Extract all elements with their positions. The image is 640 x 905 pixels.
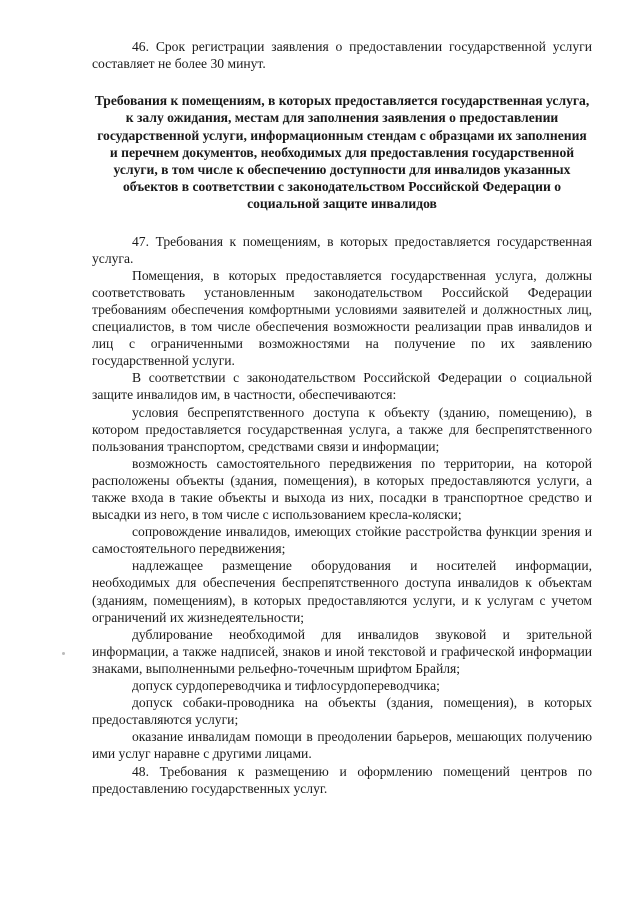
paragraph-46: 46. Срок регистрации заявления о предоставлении государственной услуги составляет не более 30 минут. xyxy=(92,39,592,72)
list-item: надлежащее размещение оборудования и носителей информации, необходимых для обеспечения беспрепятственного доступа инвалидов к объектам (зданиям, помещениям), в которых предоставляются услуги, и к услугам с учетом ограничений их жизнедеятельности; xyxy=(92,558,592,625)
section-heading: Требования к помещениям, в которых предоставляется государственная услуга, к залу ожидания, местам для заполнения заявления о предоставлении государственной услуги, информационным стендам с образцами их заполнения и перечнем документов, необходимых для предоставления государственной услуги, в том числе к обеспечению доступности для инвалидов указанных объектов в соответствии с законодательством Российской Федерации о социальной защите инвалидов xyxy=(94,93,590,212)
paragraph-47-law: В соответствии с законодательством Российской Федерации о социальной защите инвалидов им, в частности, обеспечиваются: xyxy=(92,370,592,403)
list-item: сопровождение инвалидов, имеющих стойкие расстройства функции зрения и самостоятельного передвижения; xyxy=(92,524,592,557)
paragraph-47-body: Помещения, в которых предоставляется государственная услуга, должны соответствовать установленным законодательством Российской Федерации требованиям обеспечения комфортными условиями заявителей и должностных лиц, специалистов, в том числе обеспечения возможности реализации прав инвалидов и лиц с ограниченными возможностями на получение по их заявлению государственной услуги. xyxy=(92,267,592,369)
list-item: условия беспрепятственного доступа к объекту (зданию, помещению), в котором предоставляется государственная услуга, а также для беспрепятственного пользования транспортом, средствами связи и информации; xyxy=(92,404,592,454)
paragraph-48: 48. Требования к размещению и оформлению помещений центров по предоставлению государственных услуг. xyxy=(92,763,592,796)
list-item: допуск сурдопереводчика и тифлосурдопереводчика; xyxy=(132,678,440,694)
list-item: дублирование необходимой для инвалидов звуковой и зрительной информации, а также надписей, знаков и иной текстовой и графической информации знаками, выполненными рельефно-точечным шрифтом Брайля; xyxy=(92,626,592,676)
paragraph-47: 47. Требования к помещениям, в которых предоставляется государственная услуга. xyxy=(92,233,592,266)
list-item: допуск собаки-проводника на объекты (здания, помещения), в которых предоставляются услуги; xyxy=(92,695,592,728)
list-item: возможность самостоятельного передвижения по территории, на которой расположены объекты (здания, помещения), в которых предоставляются услуги, а также входа в такие объекты и выхода из них, посадки в транспортное средство и высадки из него, в том числе с использованием кресла-коляски; xyxy=(92,455,592,523)
document-page xyxy=(92,38,592,797)
list-item: оказание инвалидам помощи в преодолении барьеров, мешающих получению ими услуг наравне с другими лицами. xyxy=(92,729,592,762)
scan-speck xyxy=(62,652,65,655)
